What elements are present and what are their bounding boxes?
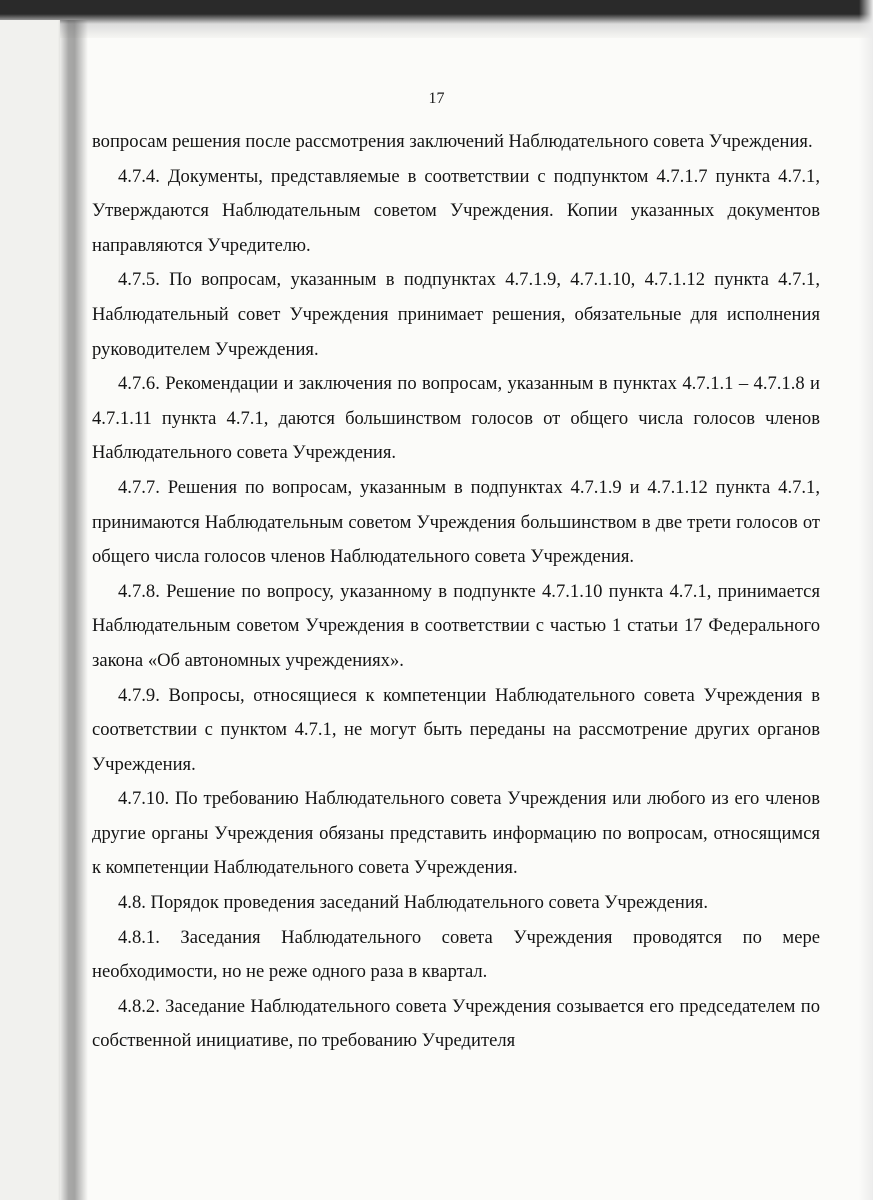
paragraph-4-7-5: 4.7.5. По вопросам, указанным в подпунктах 4.7.1.9, 4.7.1.10, 4.7.1.12 пункта 4.7.1, Наблюдательный совет Учреждения принимает решения, обязательные для исполнения руководителем Учреждения. — [92, 269, 820, 360]
paragraph-4-8-1: 4.8.1. Заседания Наблюдательного совета Учреждения проводятся по мере необходимости, но не реже одного раза в квартал. — [92, 926, 820, 983]
paragraph-4-8-2: 4.8.2. Заседание Наблюдательного совета Учреждения созывается его председателем по собственной инициативе, по требованию Учредителя — [92, 995, 820, 1052]
paragraph-4-7-9: 4.7.9. Вопросы, относящиеся к компетенции Наблюдательного совета Учреждения в соответствии с пунктом 4.7.1, не могут быть переданы на рассмотрение других органов Учреждения. — [92, 684, 820, 775]
scan-right-edge — [859, 0, 873, 1200]
page-number: 17 — [428, 90, 445, 107]
paragraph-4-8: 4.8. Порядок проведения заседаний Наблюдательного совета Учреждения. — [118, 892, 708, 914]
binding-shadow — [58, 20, 88, 1200]
paragraph-4-7-4: 4.7.4. Документы, представляемые в соответствии с подпунктом 4.7.1.7 пункта 4.7.1, Утверждаются Наблюдательным советом Учреждения. Копии указанных документов направляются Учредителю. — [92, 165, 820, 256]
left-margin-strip — [0, 20, 60, 1200]
paragraph-4-7-7: 4.7.7. Решения по вопросам, указанным в подпунктах 4.7.1.9 и 4.7.1.12 пункта 4.7.1, принимаются Наблюдательным советом Учреждения большинством в две трети голосов от общего числа голосов членов Наблюдательного совета Учреждения. — [92, 476, 820, 568]
document-body — [92, 125, 820, 1059]
paragraph-4-7-8: 4.7.8. Решение по вопросу, указанному в подпункте 4.7.1.10 пункта 4.7.1, принимается Наблюдательным советом Учреждения в соответствии с частью 1 статьи 17 Федерального закона «Об автономных учреждениях». — [92, 580, 820, 671]
paragraph-continuation: вопросам решения после рассмотрения заключений Наблюдательного совета Учреждения. — [92, 131, 813, 152]
scan-top-edge — [0, 0, 873, 38]
paragraph-4-7-6: 4.7.6. Рекомендации и заключения по вопросам, указанным в пунктах 4.7.1.1 – 4.7.1.8 и 4.7.1.11 пункта 4.7.1, даются большинством голосов от общего числа голосов членов Наблюдательного совета Учреждения. — [92, 373, 820, 464]
paragraph-4-7-10: 4.7.10. По требованию Наблюдательного совета Учреждения или любого из его членов другие органы Учреждения обязаны представить информацию по вопросам, относящимся к компетенции Наблюдательного совета Учреждения. — [92, 788, 820, 879]
